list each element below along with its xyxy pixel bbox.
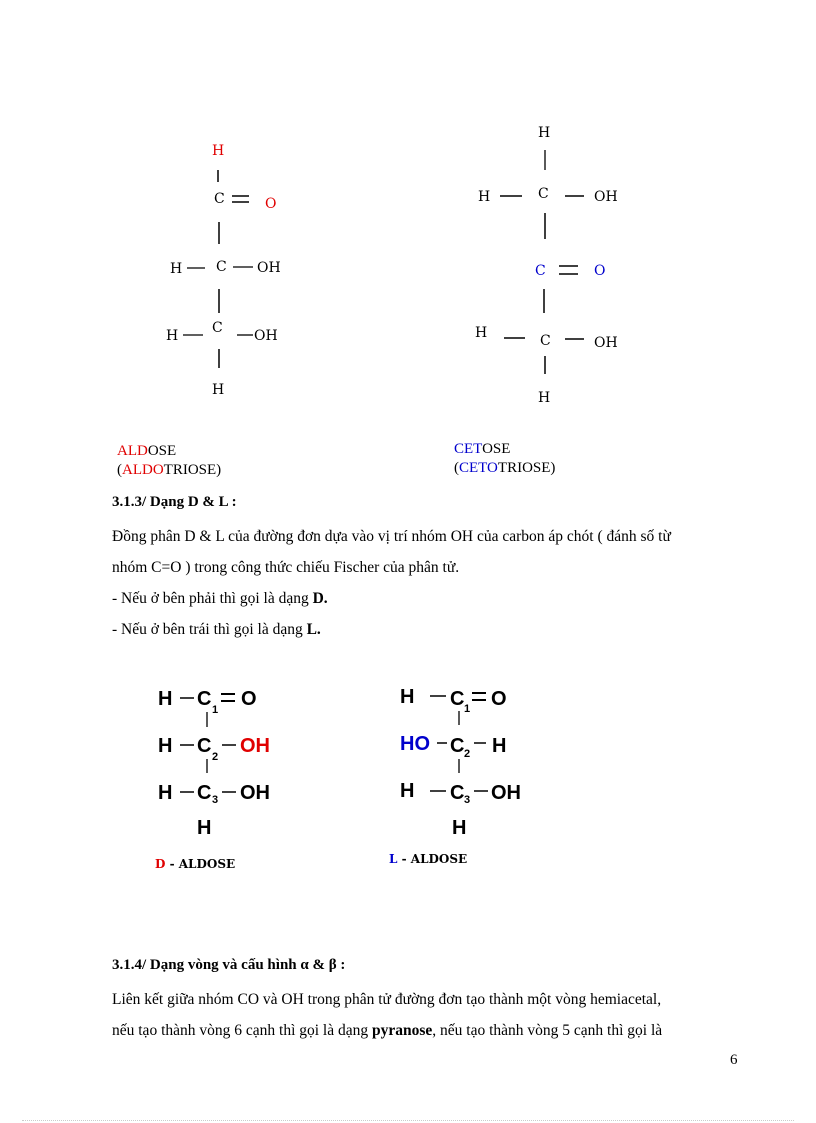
atom-c3: C [540, 333, 551, 349]
atom-h-top: H [538, 125, 551, 141]
atom-c1: C [197, 688, 212, 710]
atom-c1-subscript: 1 [464, 703, 471, 715]
atom-oh-c1: OH [594, 189, 618, 205]
atom-h1: H [158, 688, 173, 710]
caption-open-paren: ( [117, 462, 122, 478]
atom-h3: H [158, 782, 173, 804]
aldose-structure [166, 143, 281, 398]
line-text: , nếu tạo thành vòng 5 cạnh thì gọi là [432, 1022, 663, 1039]
l-aldose-structure [400, 686, 521, 839]
atom-o: O [594, 263, 606, 279]
page-footer-divider [22, 1120, 794, 1121]
caption-colored: CETO [459, 460, 498, 476]
bullet-l [112, 614, 742, 645]
d-aldose-structure [158, 688, 270, 839]
caption-colored: ALD [117, 443, 148, 459]
line-text: nếu tạo thành vòng 6 cạnh thì gọi là dạng [112, 1022, 372, 1039]
aldose-caption-line2 [117, 461, 221, 480]
aldose-caption [117, 442, 221, 480]
caption-rest: TRIOSE) [163, 462, 222, 478]
atom-ho2: HO [400, 733, 430, 755]
atom-c1-subscript: 1 [212, 704, 219, 716]
atom-h2: H [158, 735, 173, 757]
section-heading-313: 3.1.3/ Dạng D & L : [112, 494, 237, 510]
cetose-caption [454, 440, 555, 478]
paragraph-line: nhóm C=O ) trong công thức chiếu Fischer của phân tử. [112, 559, 460, 576]
atom-oh3: OH [240, 782, 270, 804]
atom-h-c2: H [170, 261, 183, 277]
atom-c2-subscript: 2 [212, 751, 219, 763]
atom-c2-subscript: 2 [464, 748, 471, 760]
atom-oh-c3: OH [254, 328, 278, 344]
atom-c2: C [450, 735, 465, 757]
atom-c2: C [535, 263, 546, 279]
atom-h-bottom: H [197, 817, 212, 839]
atom-c3: C [450, 782, 465, 804]
l-aldose-caption [389, 852, 467, 866]
pyranose-term: pyranose [372, 1022, 433, 1039]
atom-h-top: H [212, 143, 225, 159]
atom-c3: C [197, 782, 212, 804]
caption-rest: OSE [147, 443, 177, 459]
atom-c3-subscript: 3 [212, 794, 219, 806]
atom-o: O [265, 196, 277, 212]
paragraph-line: Liên kết giữa nhóm CO và OH trong phân tử đường đơn tạo thành một vòng hemiacetal, [112, 991, 662, 1008]
atom-h-c1: H [478, 189, 491, 205]
atom-h1: H [400, 686, 415, 708]
atom-oh-c2: OH [257, 260, 281, 276]
cetose-caption-line2 [454, 459, 555, 478]
atom-h-bottom: H [212, 382, 225, 398]
caption-colored: ALDO [122, 462, 164, 478]
section-314-body [112, 984, 742, 1046]
atom-h2: H [492, 735, 507, 757]
caption-rest: - ALDOSE [165, 857, 236, 871]
atom-c1: C [450, 688, 465, 710]
caption-letter: D [155, 857, 166, 871]
bullet-l-bold: L. [306, 621, 321, 638]
atom-h-c3: H [475, 325, 488, 341]
caption-open-paren: ( [454, 460, 459, 476]
atom-c1: C [538, 186, 549, 202]
paragraph-line: Đồng phân D & L của đường đơn dựa vào vị trí nhóm OH của carbon áp chót ( đánh số từ [112, 528, 671, 545]
caption-rest: TRIOSE) [497, 460, 556, 476]
atom-h-bottom: H [452, 817, 467, 839]
bullet-l-text: - Nếu ở bên trái thì gọi là dạng [112, 621, 307, 638]
caption-rest: OSE [482, 441, 511, 457]
cetose-caption-line1 [454, 440, 555, 459]
atom-c1: C [214, 191, 225, 207]
atom-c2: C [197, 735, 212, 757]
page-number: 6 [730, 1052, 738, 1068]
atom-h-c3: H [166, 328, 179, 344]
section-heading-314: 3.1.4/ Dạng vòng và cấu hình α & β : [112, 957, 346, 973]
bullet-d-bold: D. [312, 590, 328, 607]
aldose-caption-line1 [117, 442, 221, 461]
atom-oh3: OH [491, 782, 521, 804]
atom-c3-subscript: 3 [464, 794, 471, 806]
atom-o: O [241, 688, 257, 710]
caption-rest: - ALDOSE [397, 852, 468, 866]
caption-letter: L [389, 852, 398, 866]
atom-h-bottom: H [538, 390, 551, 406]
section-313-body [112, 521, 742, 645]
atom-o: O [491, 688, 507, 710]
paragraph-line [112, 1015, 742, 1046]
atom-oh2: OH [240, 735, 270, 757]
atom-c3: C [212, 320, 223, 336]
d-aldose-caption [155, 857, 235, 871]
atom-oh-c3: OH [594, 335, 618, 351]
bullet-d-text: - Nếu ở bên phải thì gọi là dạng [112, 590, 313, 607]
atom-c2: C [216, 259, 227, 275]
atom-h3: H [400, 780, 415, 802]
bullet-d [112, 583, 742, 614]
cetose-structure [475, 125, 618, 406]
caption-colored: CET [454, 441, 483, 457]
